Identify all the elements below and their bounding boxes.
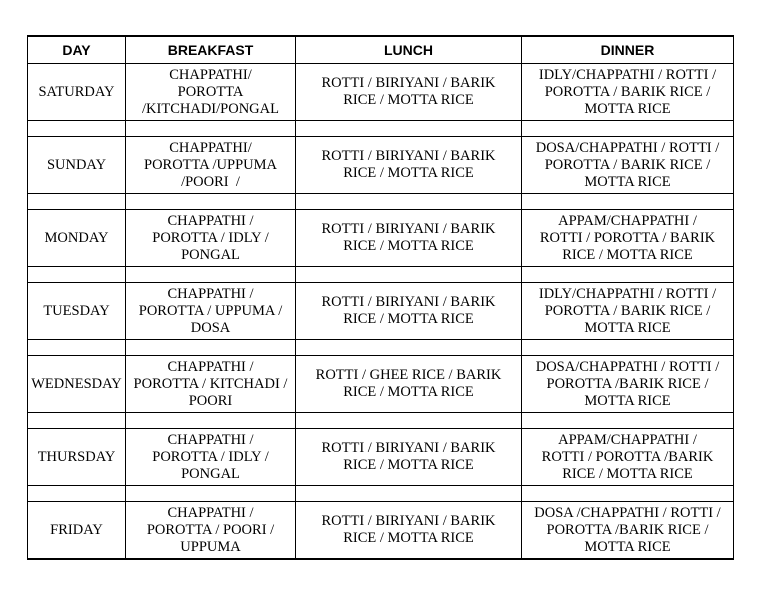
day-cell: TUESDAY (28, 283, 126, 340)
spacer-row (28, 194, 734, 210)
spacer-cell (28, 194, 126, 210)
dinner-line: ROTTI / POROTTA / BARIK (539, 229, 716, 246)
breakfast-line: POORI (188, 392, 233, 409)
dinner-line: RICE / MOTTA RICE (562, 246, 693, 263)
dinner-line: POROTTA / BARIK RICE / (544, 302, 711, 319)
table-row (28, 64, 734, 121)
dinner-cell (522, 356, 734, 413)
header-dinner: DINNER (522, 36, 734, 64)
lunch-line: ROTTI / GHEE RICE / BARIK (315, 367, 502, 383)
lunch-line: RICE / MOTTA RICE (343, 92, 474, 108)
breakfast-cell (126, 137, 296, 194)
spacer-row (28, 413, 734, 429)
lunch-line: RICE / MOTTA RICE (343, 530, 474, 546)
breakfast-line: POROTTA /UPPUMA (144, 156, 277, 173)
lunch-line: ROTTI / BIRIYANI / BARIK (321, 513, 496, 529)
dinner-line: POROTTA / BARIK RICE / (544, 156, 711, 173)
breakfast-line: /KITCHADI/PONGAL (142, 100, 279, 117)
header-breakfast: BREAKFAST (126, 36, 296, 64)
spacer-cell (522, 413, 734, 429)
dinner-line: MOTTA RICE (584, 538, 671, 555)
table-row (28, 283, 734, 340)
dinner-cell (522, 137, 734, 194)
spacer-cell (126, 194, 296, 210)
breakfast-cell (126, 356, 296, 413)
spacer-cell (28, 413, 126, 429)
dinner-line: MOTTA RICE (584, 100, 671, 117)
breakfast-line: PONGAL (181, 465, 240, 482)
table-row (28, 502, 734, 560)
lunch-line: RICE / MOTTA RICE (343, 165, 474, 181)
breakfast-cell (126, 210, 296, 267)
lunch-line: RICE / MOTTA RICE (343, 238, 474, 254)
lunch-line: RICE / MOTTA RICE (343, 311, 474, 327)
breakfast-line: CHAPPATHI/ (169, 139, 252, 156)
breakfast-line: POROTTA / KITCHADI / (133, 375, 288, 392)
breakfast-line: POROTTA / POORI / (146, 521, 275, 538)
dinner-line: IDLY/CHAPPATHI / ROTTI / (538, 285, 717, 302)
breakfast-line: CHAPPATHI / (167, 431, 254, 448)
table-row (28, 137, 734, 194)
spacer-cell (296, 486, 522, 502)
table-row (28, 210, 734, 267)
table-row (28, 356, 734, 413)
spacer-row (28, 121, 734, 137)
dinner-cell (522, 429, 734, 486)
breakfast-line: PONGAL (181, 246, 240, 263)
spacer-cell (28, 121, 126, 137)
day-cell: MONDAY (28, 210, 126, 267)
spacer-cell (522, 486, 734, 502)
dinner-line: POROTTA /BARIK RICE / (546, 521, 709, 538)
breakfast-line: CHAPPATHI / (167, 504, 254, 521)
dinner-line: RICE / MOTTA RICE (562, 465, 693, 482)
breakfast-cell (126, 64, 296, 121)
spacer-row (28, 267, 734, 283)
spacer-cell (28, 486, 126, 502)
dinner-line: MOTTA RICE (584, 319, 671, 336)
lunch-cell (296, 210, 522, 267)
lunch-cell (296, 64, 522, 121)
lunch-line: RICE / MOTTA RICE (343, 384, 474, 400)
breakfast-line: CHAPPATHI/ (169, 66, 252, 83)
breakfast-line: UPPUMA (180, 538, 241, 555)
table-row (28, 429, 734, 486)
spacer-cell (28, 267, 126, 283)
dinner-line: APPAM/CHAPPATHI / (558, 431, 697, 448)
breakfast-line: DOSA (190, 319, 231, 336)
spacer-cell (522, 121, 734, 137)
dinner-line: APPAM/CHAPPATHI / (558, 212, 697, 229)
spacer-cell (126, 413, 296, 429)
day-cell: FRIDAY (28, 502, 126, 560)
breakfast-line: POROTTA / UPPUMA / (138, 302, 283, 319)
dinner-cell (522, 283, 734, 340)
dinner-line: MOTTA RICE (584, 392, 671, 409)
dinner-line: ROTTI / POROTTA /BARIK (541, 448, 714, 465)
spacer-row (28, 340, 734, 356)
spacer-cell (296, 340, 522, 356)
spacer-cell (126, 340, 296, 356)
spacer-row (28, 486, 734, 502)
header-lunch: LUNCH (296, 36, 522, 64)
spacer-cell (296, 267, 522, 283)
dinner-line: MOTTA RICE (584, 173, 671, 190)
lunch-cell (296, 502, 522, 560)
lunch-cell (296, 283, 522, 340)
lunch-line: ROTTI / BIRIYANI / BARIK (321, 221, 496, 237)
spacer-cell (296, 194, 522, 210)
spacer-cell (522, 267, 734, 283)
spacer-cell (126, 267, 296, 283)
menu-body (28, 64, 734, 560)
spacer-cell (28, 340, 126, 356)
spacer-cell (126, 486, 296, 502)
day-cell: THURSDAY (28, 429, 126, 486)
breakfast-line: POROTTA / IDLY / (152, 448, 269, 465)
spacer-cell (296, 121, 522, 137)
dinner-cell (522, 502, 734, 560)
lunch-line: RICE / MOTTA RICE (343, 457, 474, 473)
dinner-cell (522, 64, 734, 121)
dinner-line: POROTTA / BARIK RICE / (544, 83, 711, 100)
dinner-line: DOSA/CHAPPATHI / ROTTI / (535, 139, 720, 156)
breakfast-cell (126, 502, 296, 560)
dinner-line: IDLY/CHAPPATHI / ROTTI / (538, 66, 717, 83)
breakfast-line: /POORI / (181, 173, 240, 190)
day-cell: SATURDAY (28, 64, 126, 121)
header-row (28, 36, 734, 64)
breakfast-line: POROTTA (177, 83, 244, 100)
dinner-line: DOSA/CHAPPATHI / ROTTI / (535, 358, 720, 375)
breakfast-cell (126, 429, 296, 486)
lunch-line: ROTTI / BIRIYANI / BARIK (321, 440, 496, 456)
breakfast-line: POROTTA / IDLY / (152, 229, 269, 246)
dinner-line: DOSA /CHAPPATHI / ROTTI / (534, 504, 721, 521)
spacer-cell (522, 194, 734, 210)
spacer-cell (296, 413, 522, 429)
breakfast-cell (126, 283, 296, 340)
day-cell: SUNDAY (28, 137, 126, 194)
spacer-cell (126, 121, 296, 137)
lunch-cell (296, 137, 522, 194)
lunch-line: ROTTI / BIRIYANI / BARIK (321, 294, 496, 310)
spacer-cell (522, 340, 734, 356)
day-cell: WEDNESDAY (28, 356, 126, 413)
lunch-line: ROTTI / BIRIYANI / BARIK (321, 75, 496, 91)
lunch-cell (296, 429, 522, 486)
breakfast-line: CHAPPATHI / (167, 285, 254, 302)
dinner-line: POROTTA /BARIK RICE / (546, 375, 709, 392)
breakfast-line: CHAPPATHI / (167, 212, 254, 229)
dinner-cell (522, 210, 734, 267)
lunch-line: ROTTI / BIRIYANI / BARIK (321, 148, 496, 164)
breakfast-line: CHAPPATHI / (167, 358, 254, 375)
lunch-cell (296, 356, 522, 413)
header-day: DAY (28, 36, 126, 64)
meal-menu-table (27, 35, 734, 560)
